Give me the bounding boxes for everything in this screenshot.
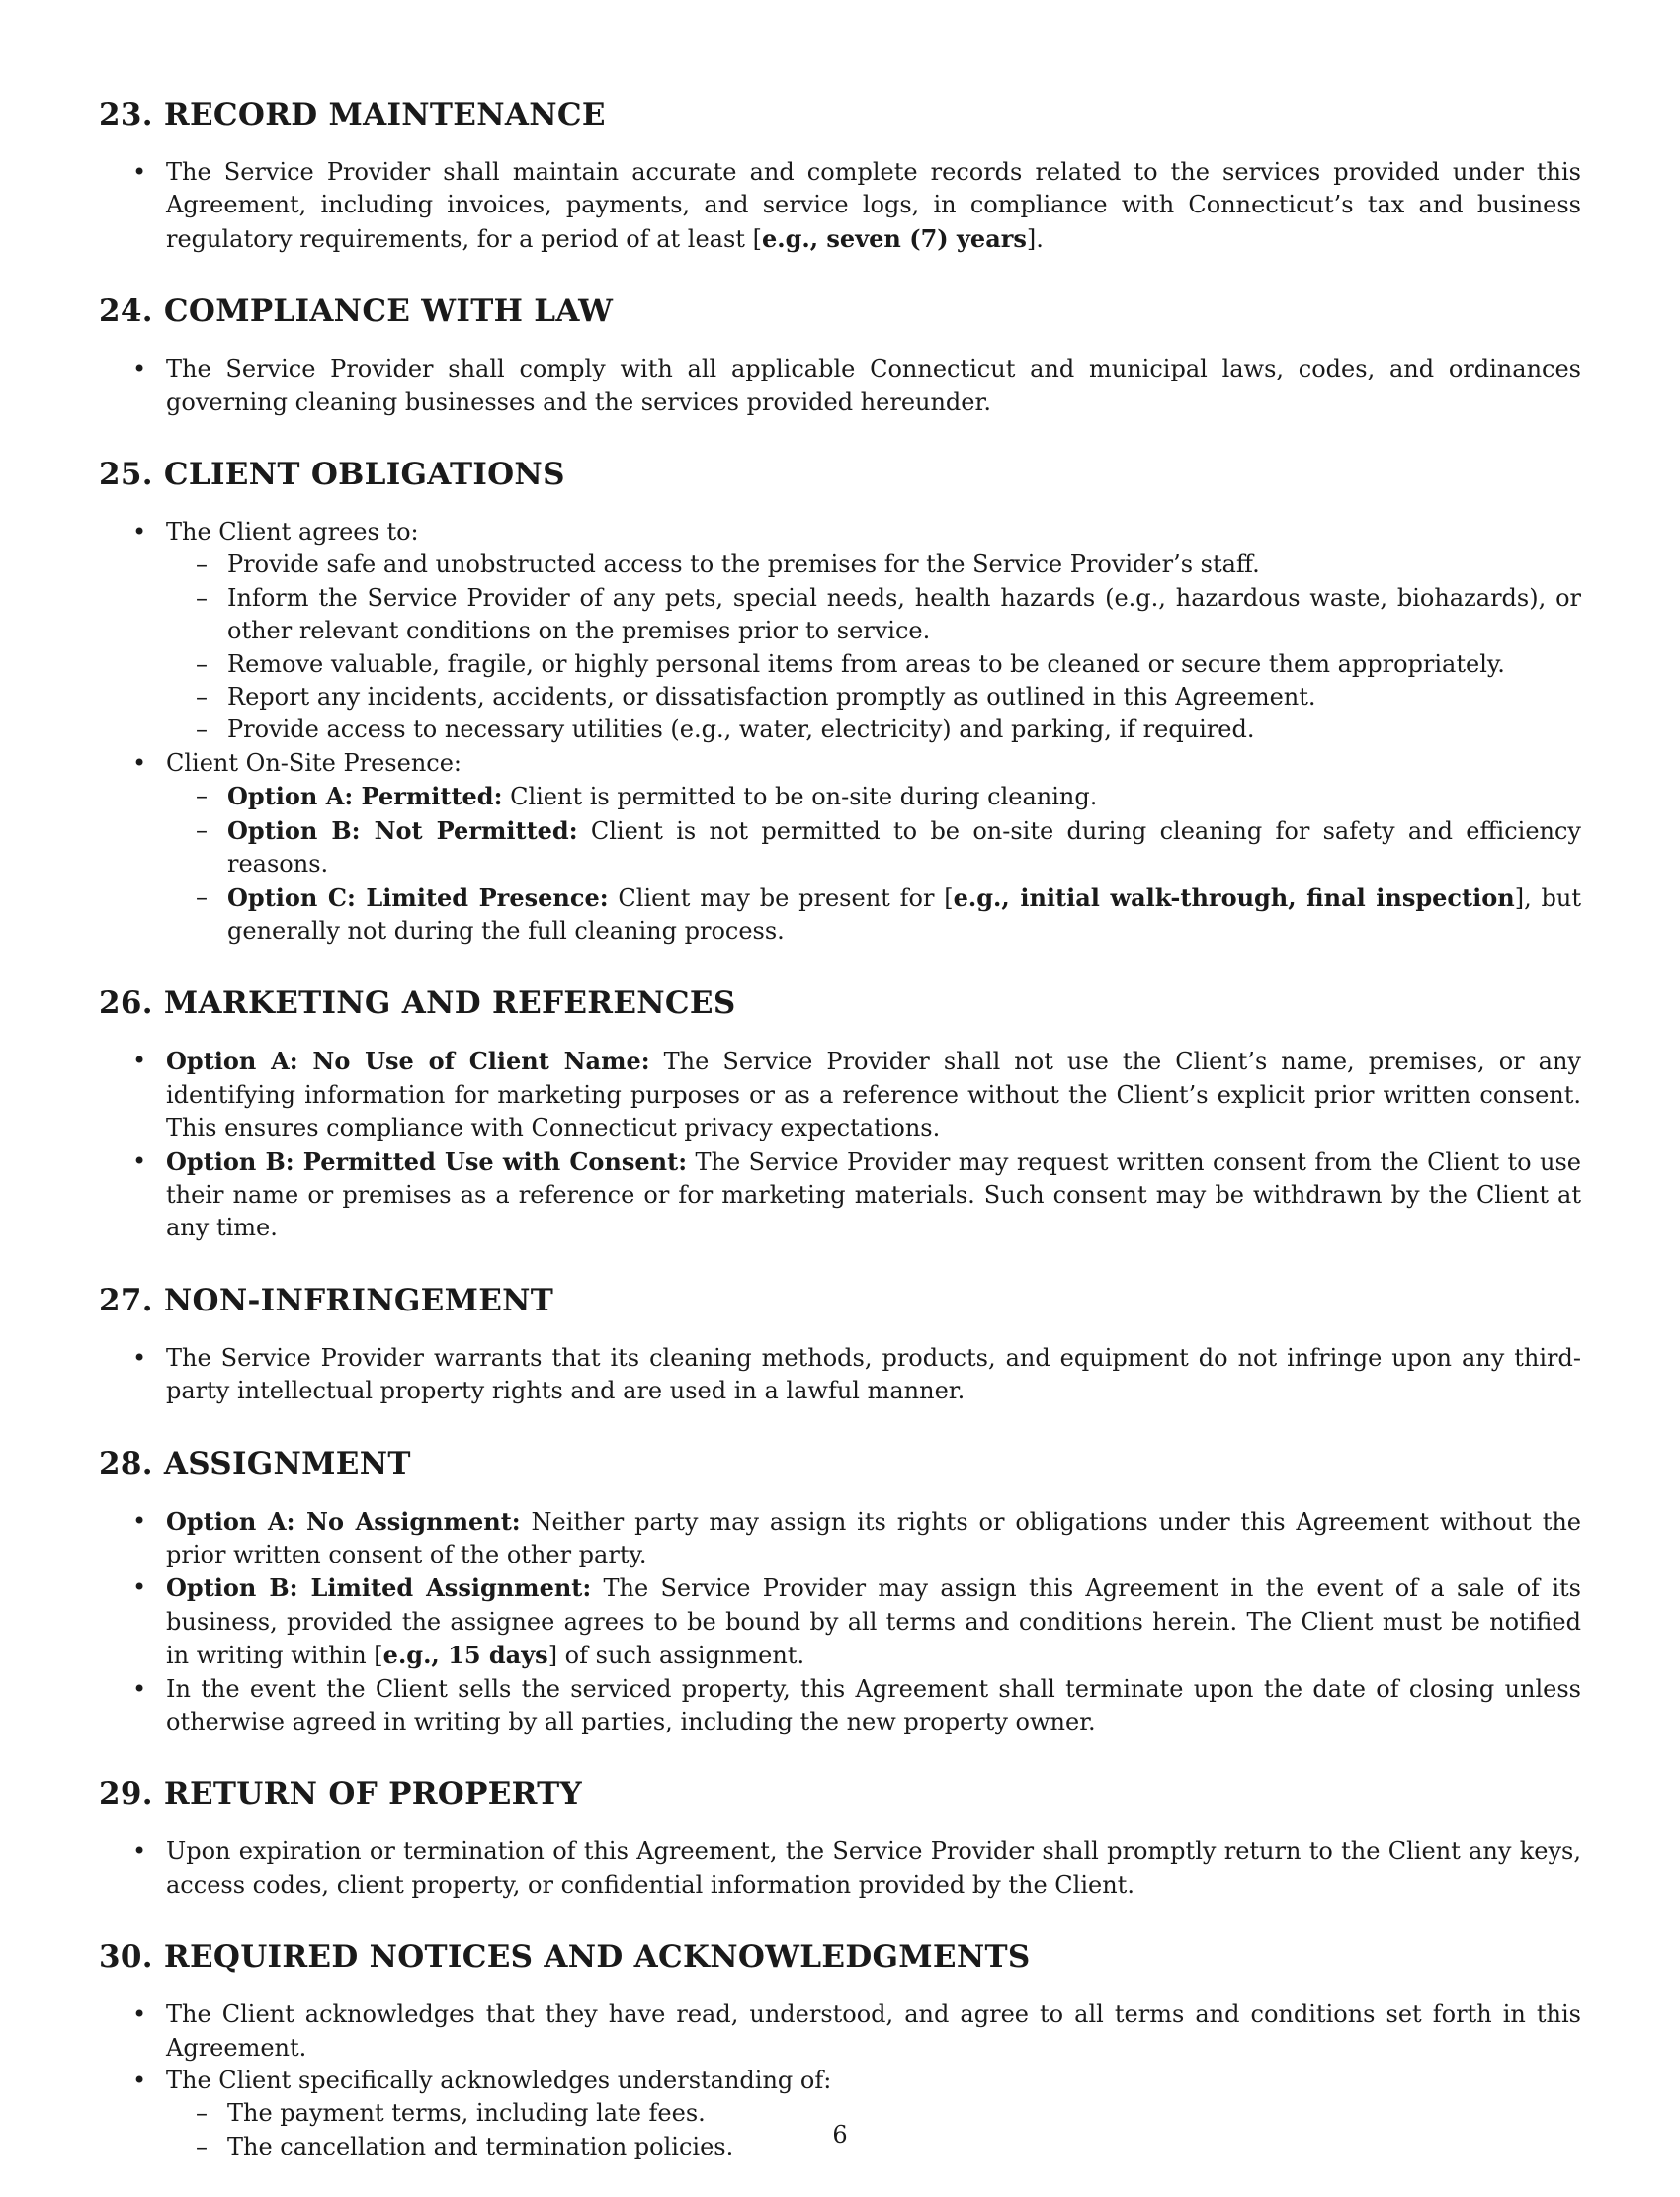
section (99, 1442, 1581, 1739)
dash-marker: – (196, 716, 208, 744)
text-run: Client On-Site Presence: (166, 748, 462, 777)
text-run: The Service Provider shall maintain accurate and complete records related to the services provided under this Agreement, including invoices, payments, and service logs, in compliance with Connecticut’s tax and business regulatory requirements, for a period of at least [ (166, 158, 1581, 253)
bullet-list (99, 1835, 1581, 1901)
section-heading: 24. COMPLIANCE WITH LAW (99, 294, 614, 330)
bold-text: Option A: No Assignment: (166, 1506, 521, 1536)
document-page (99, 93, 1581, 2197)
sub-item (166, 882, 1581, 949)
text-run: Client is permitted to be on-site during cleaning. (502, 783, 1098, 811)
bold-text: e.g., seven (7) years (761, 223, 1027, 253)
bold-text: e.g., 15 days (382, 1641, 548, 1670)
text-run: The Client acknowledges that they have read, understood, and agree to all terms and conditions set forth in this Agreement. (166, 2000, 1581, 2062)
bullet-marker: • (132, 1047, 147, 1075)
section (99, 1772, 1581, 1901)
text-run: Neither party may assign its rights or obligations under this Agreement without the prior written consent of the other party. (166, 1507, 1582, 1568)
bullet-item (99, 1998, 1581, 2065)
text-run: The Service Provider warrants that its cleaning methods, products, and equipment do not infringe upon any third-party intellectual property rights and are used in a lawful manner. (166, 1343, 1581, 1405)
text-run: ], but generally not during the full cleaning process. (227, 884, 1581, 945)
bullet-item (99, 516, 1581, 747)
bullet-marker: • (132, 518, 147, 547)
section (99, 453, 1581, 948)
bold-text: Option A: No Use of Client Name: (166, 1047, 650, 1076)
text-run: The Client agrees to: (166, 518, 419, 547)
bold-text: e.g., initial walk-through, final inspection (953, 883, 1515, 912)
section-heading: 30. REQUIRED NOTICES AND ACKNOWLEDGMENTS (99, 1939, 1031, 1976)
section (99, 981, 1581, 1244)
sub-item (166, 582, 1581, 648)
bold-text: Option B: Permitted Use with Consent: (166, 1146, 688, 1176)
bullet-marker: • (132, 2000, 147, 2029)
bullet-item (99, 156, 1581, 256)
text-run: ]. (1026, 224, 1044, 253)
text-run: In the event the Client sells the serviced property, this Agreement shall terminate upon the date of closing unless otherwise agreed in writing by all parties, including the new property owner. (166, 1674, 1581, 1735)
sub-item (166, 681, 1581, 714)
bullet-list (99, 1342, 1581, 1408)
bullet-item (99, 1342, 1581, 1408)
bullet-marker: • (132, 1506, 147, 1535)
section-heading: 29. RETURN OF PROPERTY (99, 1776, 582, 1813)
sub-item (166, 714, 1581, 746)
text-run: Provide access to necessary utilities (e.g., water, electricity) and parking, if required. (227, 716, 1255, 744)
bullet-marker: • (132, 355, 147, 383)
text-run: Remove valuable, fragile, or highly personal items from areas to be cleaned or secure them appropriately. (227, 649, 1505, 678)
bullet-item (99, 747, 1581, 948)
bullet-item (99, 1145, 1581, 1245)
bullet-marker: • (132, 748, 147, 777)
sub-item (166, 780, 1581, 813)
text-run: The Client specifically acknowledges understanding of: (166, 2067, 832, 2095)
bullet-marker: • (132, 1146, 147, 1175)
sub-item (166, 549, 1581, 581)
dash-marker: – (196, 583, 208, 612)
bold-text: Option C: Limited Presence: (227, 883, 609, 912)
dash-marker: – (196, 649, 208, 678)
bullet-marker: • (132, 2067, 147, 2095)
bullet-item (99, 1045, 1581, 1144)
text-run: The payment terms, including late fees. (227, 2099, 706, 2128)
bold-text: Option A: Permitted: (227, 782, 503, 811)
bullet-marker: • (132, 158, 147, 186)
text-run: The Service Provider may request written consent from the Client to use their name or premises as a reference or for marketing materials. Such consent may be withdrawn by the Client at any time. (166, 1147, 1582, 1242)
bullet-marker: • (132, 1674, 147, 1703)
text-run: The Service Provider shall comply with all applicable Connecticut and municipal laws, codes, and ordinances governing cleaning businesses and the services provided hereunder. (166, 355, 1581, 416)
section-heading: 28. ASSIGNMENT (99, 1445, 411, 1481)
section-heading: 27. NON-INFRINGEMENT (99, 1282, 554, 1318)
sub-item (166, 814, 1581, 882)
bullet-marker: • (132, 1573, 147, 1602)
section (99, 290, 1581, 419)
page-number: 6 (832, 2121, 848, 2149)
text-run: Report any incidents, accidents, or dissatisfaction promptly as outlined in this Agreement. (227, 683, 1316, 712)
dash-marker: – (196, 883, 208, 911)
bullet-item (99, 1505, 1581, 1572)
bold-text: Option B: Limited Assignment: (166, 1573, 592, 1603)
text-run: Client is not permitted to be on-site during cleaning for safety and efficiency reasons. (227, 816, 1581, 879)
text-run: The cancellation and termination policies. (227, 2132, 734, 2160)
text-run: Upon expiration or termination of this Agreement, the Service Provider shall promptly return to the Client any keys, access codes, client property, or confidential information provided by the Client. (166, 1837, 1581, 1899)
bullet-list (99, 1505, 1581, 1739)
sub-list (166, 780, 1581, 948)
sub-item (166, 648, 1581, 681)
text-run: ] of such assignment. (547, 1642, 805, 1670)
bullet-list (99, 156, 1581, 256)
dash-marker: – (196, 815, 208, 844)
bullet-item (99, 1571, 1581, 1672)
bullet-marker: • (132, 1343, 147, 1372)
dash-marker: – (196, 2099, 208, 2128)
text-run: Provide safe and unobstructed access to the premises for the Service Provider’s staff. (227, 550, 1260, 579)
text-run: The Service Provider shall not use the Client’s name, premises, or any identifying information for marketing purposes or as a reference without the Client’s explicit prior written consent. This ensures compliance with Connecticut privacy expectations. (166, 1048, 1581, 1142)
bullet-item (99, 1835, 1581, 1901)
bullet-item (99, 2065, 1581, 2163)
dash-marker: – (196, 550, 208, 579)
bullet-list (99, 353, 1581, 419)
text-run: Client may be present for [ (608, 884, 954, 912)
dash-marker: – (196, 782, 208, 810)
text-run: Inform the Service Provider of any pets, special needs, health hazards (e.g., hazardous waste, biohazards), or other relevant conditions on the premises prior to service. (227, 583, 1581, 645)
section-heading: 26. MARKETING AND REFERENCES (99, 985, 736, 1022)
section-heading: 25. CLIENT OBLIGATIONS (99, 457, 565, 493)
bullet-item (99, 353, 1581, 419)
section (99, 93, 1581, 256)
section (99, 1279, 1581, 1408)
bullet-item (99, 1673, 1581, 1739)
bullet-list (99, 1045, 1581, 1244)
bullet-list (99, 516, 1581, 948)
bold-text: Option B: Not Permitted: (227, 815, 578, 845)
text-run: The Service Provider may assign this Agreement in the event of a sale of its business, provided the assignee agrees to be bound by all terms and conditions herein. The Client must be notified in writing within [ (166, 1574, 1581, 1670)
dash-marker: – (196, 2132, 208, 2160)
dash-marker: – (196, 683, 208, 712)
section-heading: 23. RECORD MAINTENANCE (99, 97, 606, 132)
sub-list (166, 549, 1581, 746)
bullet-marker: • (132, 1837, 147, 1866)
